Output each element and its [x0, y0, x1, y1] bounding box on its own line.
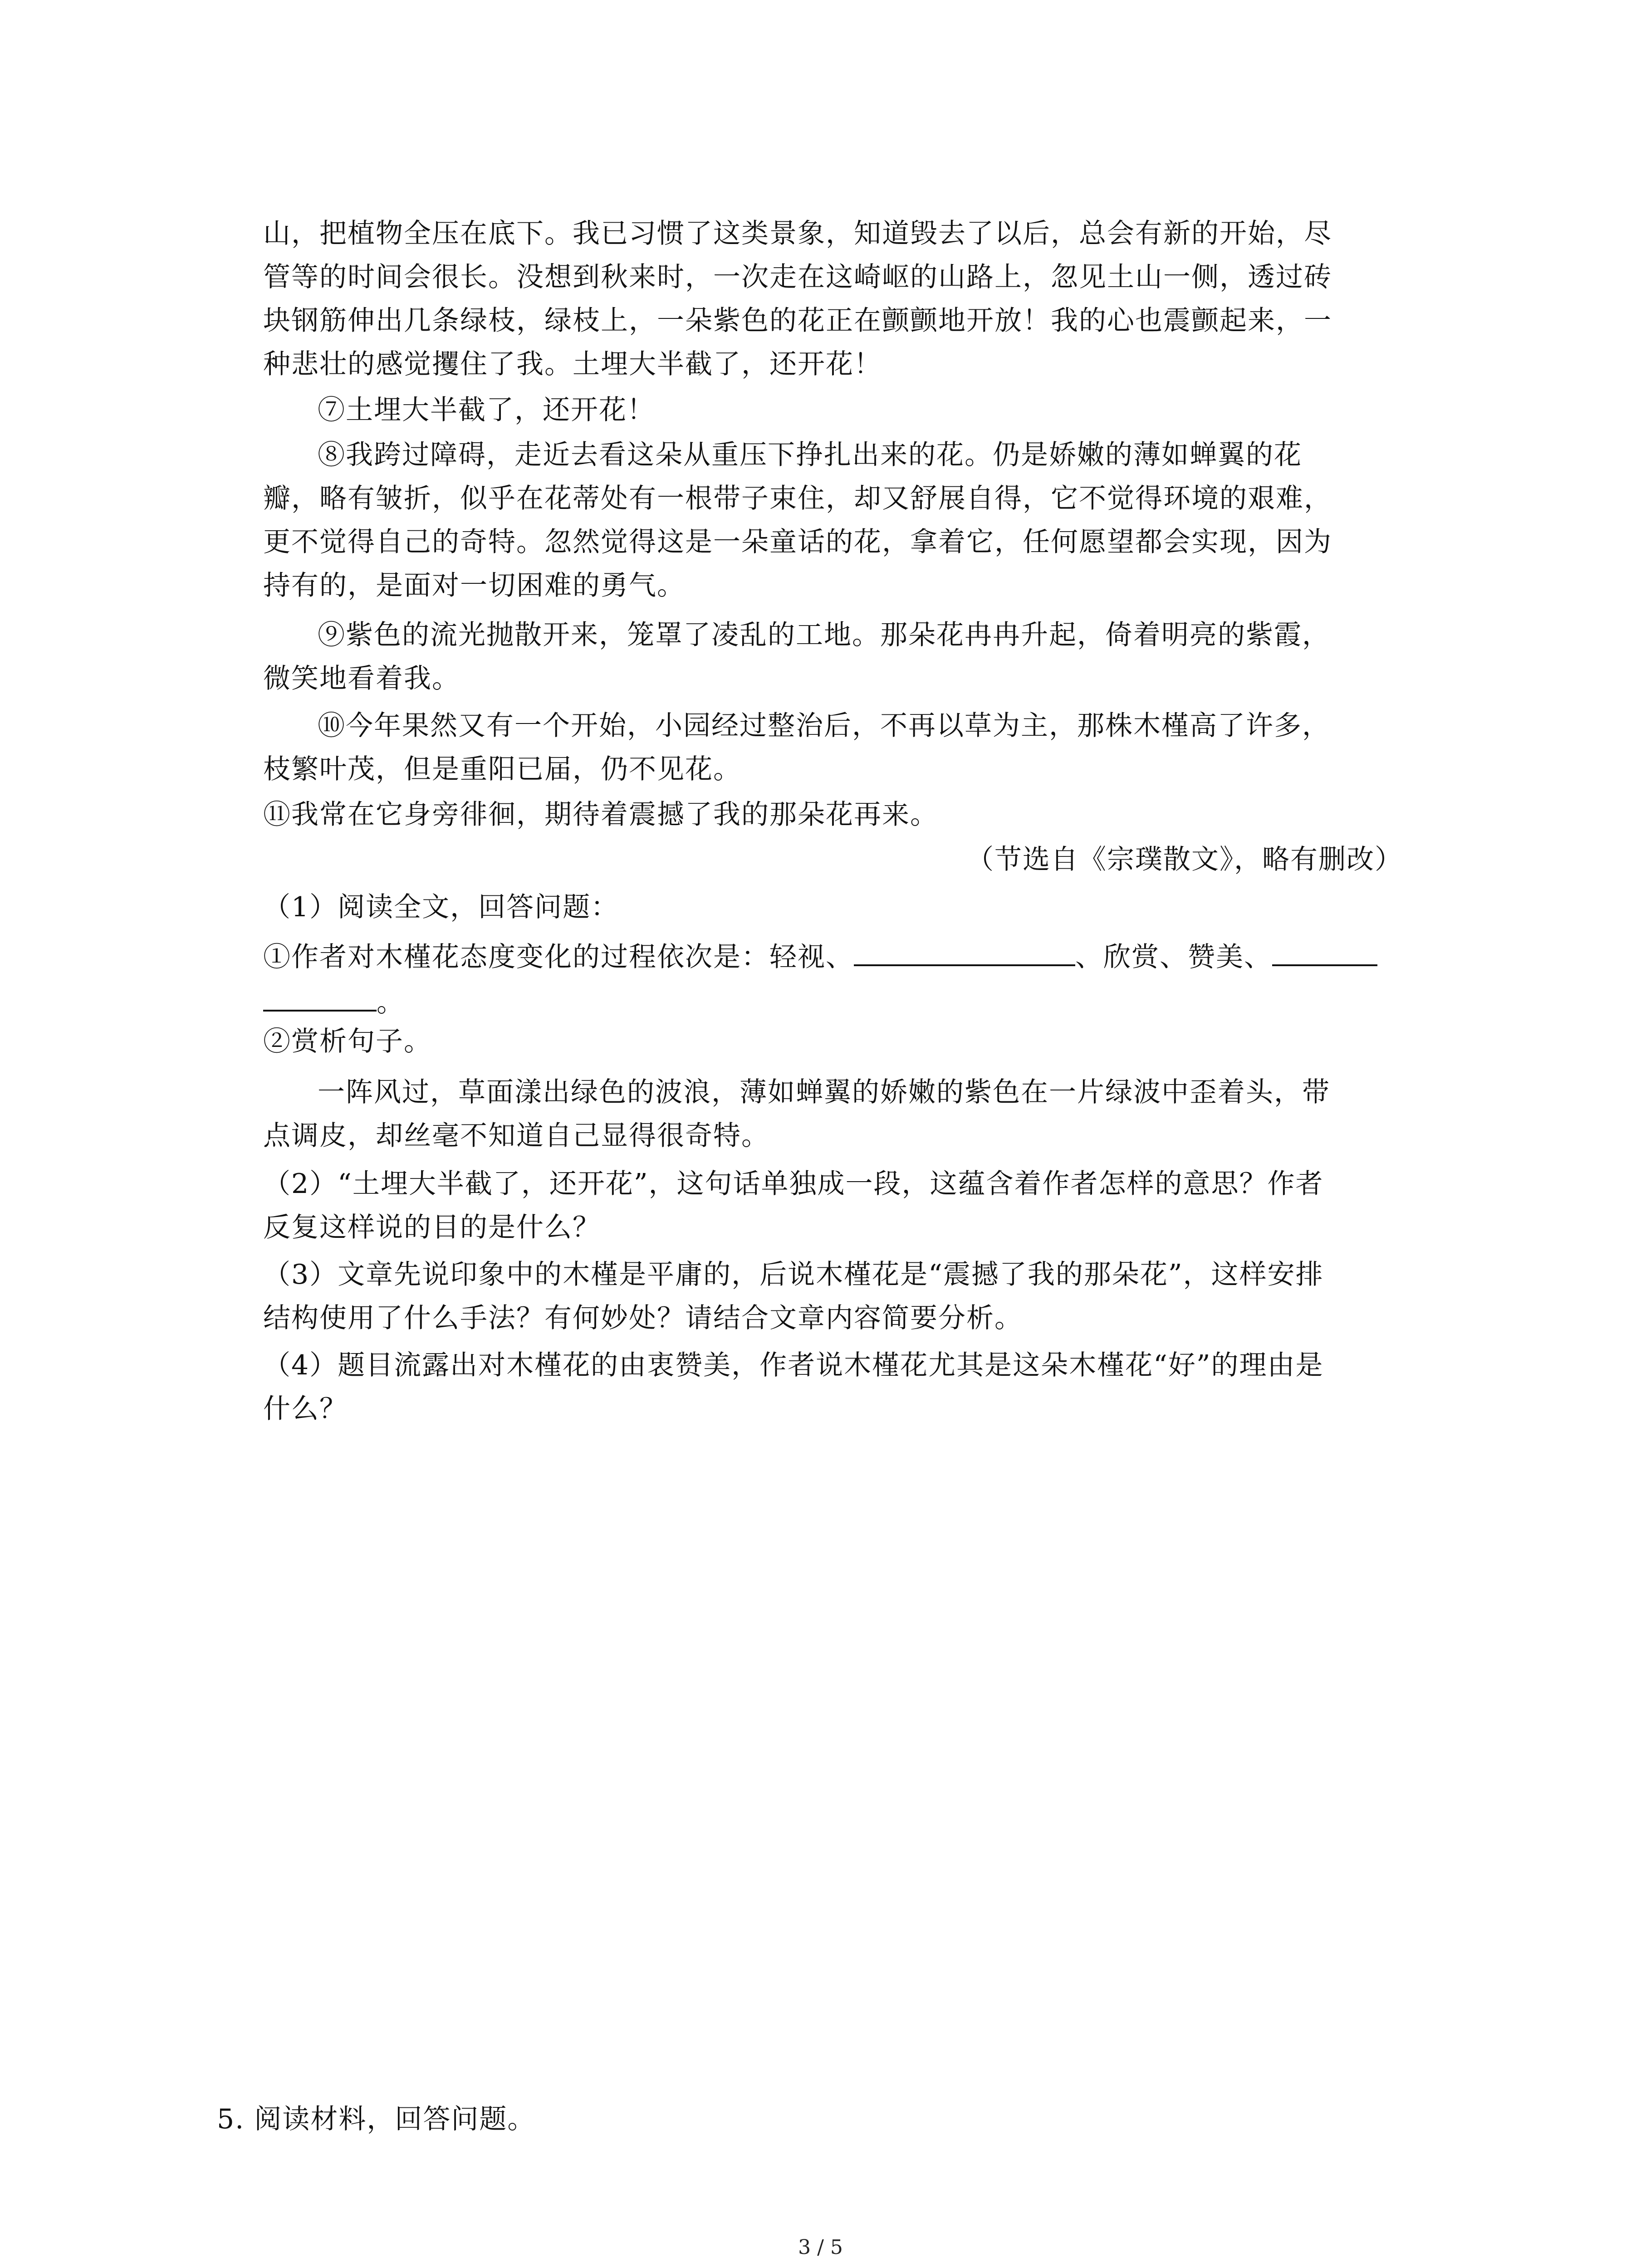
question-1a-middle: 、欣赏、赞美、 — [1075, 941, 1272, 973]
paragraph-8-line: 持有的，是面对一切困难的勇气。 — [263, 570, 685, 601]
answer-blank-2-end[interactable] — [263, 980, 377, 1012]
paragraph-11: ⑪我常在它身旁徘徊，期待着震撼了我的那朵花再来。 — [263, 799, 938, 831]
question-3-line: 结构使用了什么手法？有何妙处？请结合文章内容简要分析。 — [263, 1302, 1023, 1334]
question-5-heading: 5. 阅读材料，回答问题。 — [217, 2103, 536, 2135]
quoted-sentence-line: 点调皮，却丝毫不知道自己显得很奇特。 — [263, 1120, 769, 1152]
paragraph-10-line: ⑩今年果然又有一个开始，小园经过整治后，不再以草为主，那株木槿高了许多， — [318, 710, 1330, 742]
paragraph-8-line: 瓣，略有皱折，似乎在花蒂处有一根带子束住，却又舒展自得，它不觉得环境的艰难， — [263, 483, 1332, 514]
question-4-line: （4）题目流露出对木槿花的由衷赞美，作者说木槿花尤其是这朵木槿花“好”的理由是 — [263, 1349, 1324, 1381]
paragraph-8-line: ⑧我跨过障碍，走近去看这朵从重压下挣扎出来的花。仍是娇嫩的薄如蝉翼的花 — [318, 439, 1302, 471]
answer-blank-2-start[interactable] — [1272, 934, 1377, 966]
passage-source: （节选自《宗璞散文》，略有删改） — [966, 844, 1403, 875]
question-1-intro: （1）阅读全文，回答问题： — [263, 891, 619, 923]
passage-line: 山，把植物全压在底下。我已习惯了这类景象，知道毁去了以后，总会有新的开始，尽 — [263, 218, 1332, 249]
passage-line: 块钢筋伸出几条绿枝，绿枝上，一朵紫色的花正在颤颤地开放！我的心也震颤起来，一 — [263, 305, 1332, 337]
question-4-line: 什么？ — [263, 1393, 348, 1425]
question-2-line: （2）“土埋大半截了，还开花”，这句话单独成一段，这蕴含着作者怎样的意思？作者 — [263, 1168, 1324, 1200]
question-1a-prefix: ①作者对木槿花态度变化的过程依次是：轻视、 — [263, 941, 854, 973]
question-1b: ②赏析句子。 — [263, 1026, 432, 1057]
question-1a — [263, 934, 1377, 975]
question-1a-end: 。 — [377, 987, 405, 1018]
answer-blank-1[interactable] — [854, 934, 1075, 966]
paragraph-7: ⑦土埋大半截了，还开花！ — [318, 394, 655, 426]
paragraph-8-line: 更不觉得自己的奇特。忽然觉得这是一朵童话的花，拿着它，任何愿望都会实现，因为 — [263, 526, 1332, 558]
paragraph-9-line: 微笑地看着我。 — [263, 663, 460, 694]
question-2-line: 反复这样说的目的是什么？ — [263, 1212, 601, 1243]
question-1a-continued — [263, 980, 405, 1021]
passage-line: 种悲壮的感觉攫住了我。土埋大半截了，还开花！ — [263, 348, 882, 380]
paragraph-10-line: 枝繁叶茂，但是重阳已届，仍不见花。 — [263, 753, 741, 785]
quoted-sentence-line: 一阵风过，草面漾出绿色的波浪，薄如蝉翼的娇嫩的紫色在一片绿波中歪着头，带 — [318, 1076, 1330, 1108]
page-number: 3 / 5 — [798, 2236, 843, 2259]
question-3-line: （3）文章先说印象中的木槿是平庸的，后说木槿花是“震撼了我的那朵花”，这样安排 — [263, 1259, 1324, 1290]
paragraph-9-line: ⑨紫色的流光抛散开来，笼罩了凌乱的工地。那朵花冉冉升起，倚着明亮的紫霞， — [318, 619, 1330, 651]
passage-line: 管等的时间会很长。没想到秋来时，一次走在这崎岖的山路上，忽见土山一侧，透过砖 — [263, 261, 1332, 293]
